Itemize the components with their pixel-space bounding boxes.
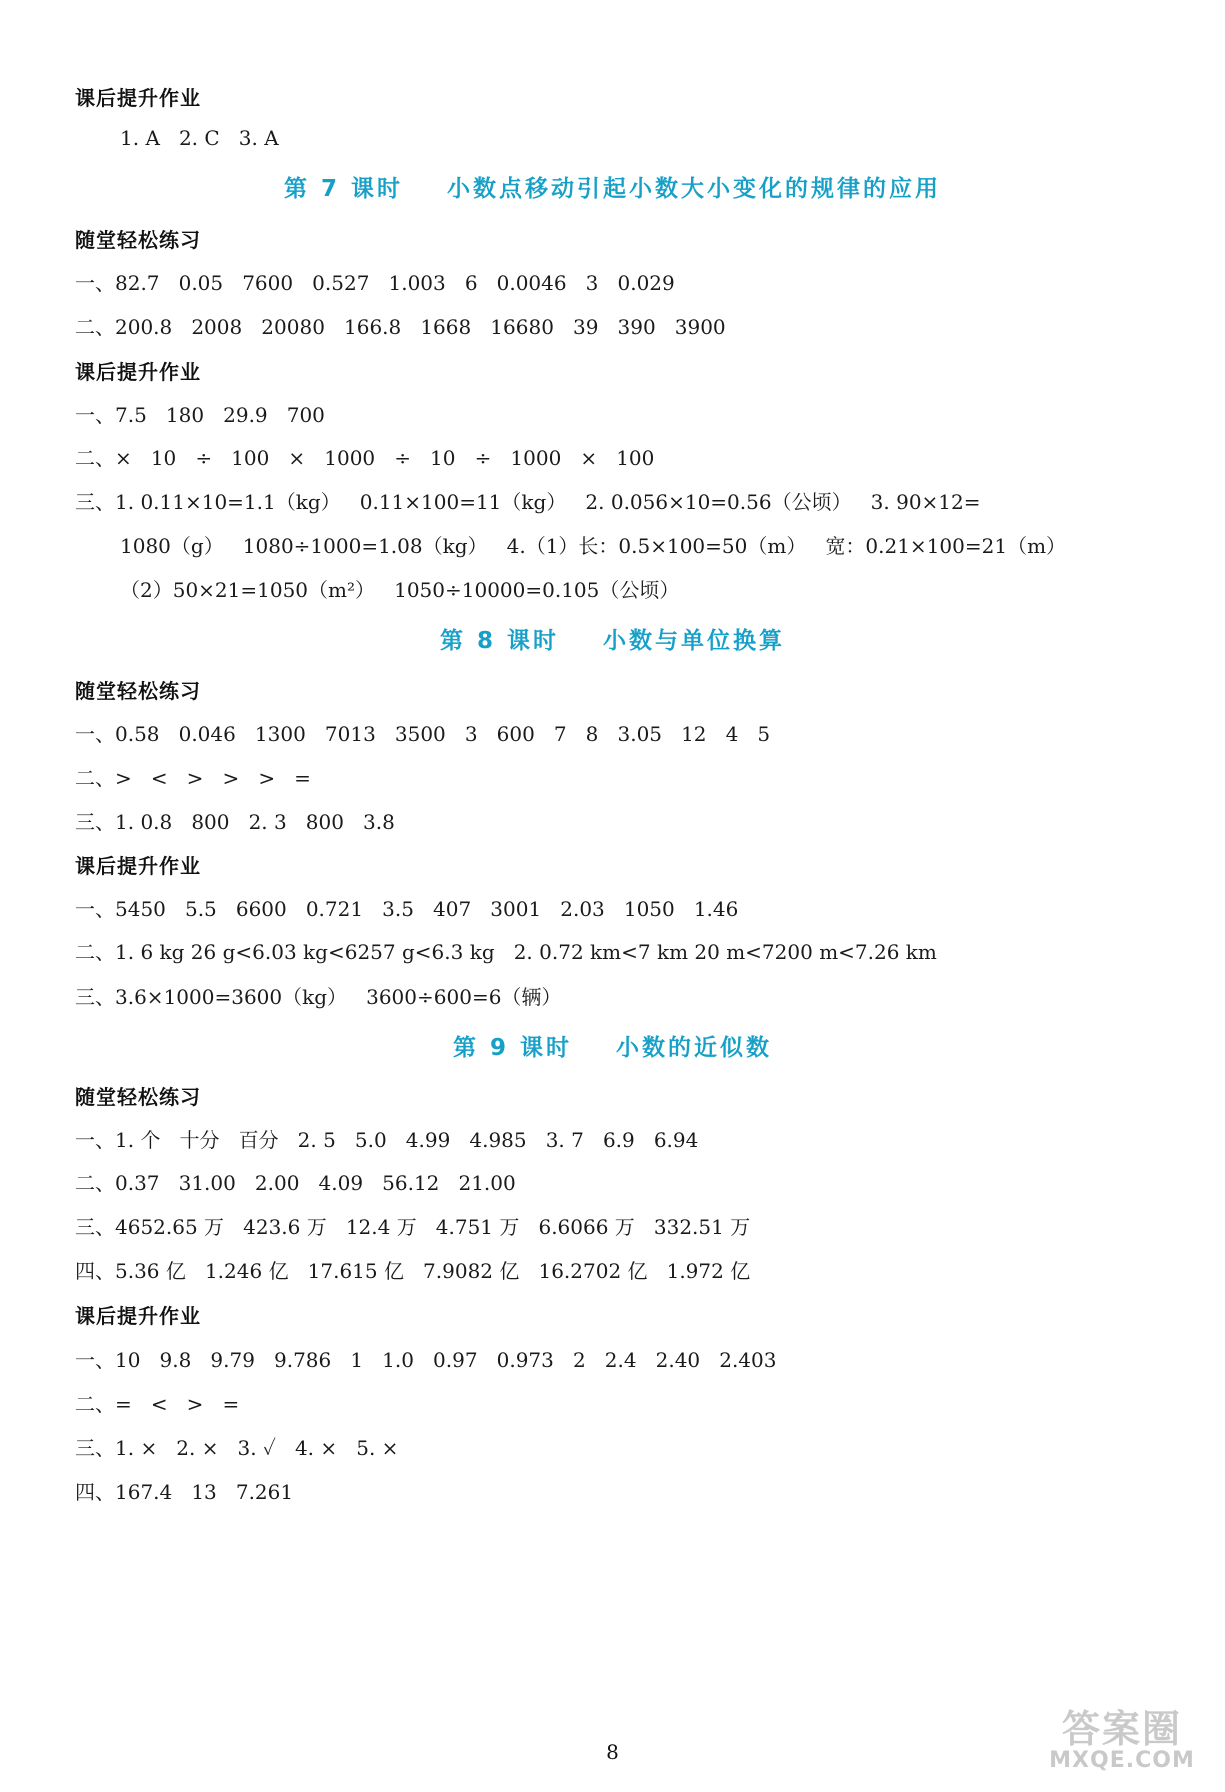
answer-line: （2）50×21=1050（m²） 1050÷10000=0.105（公顷） xyxy=(120,578,680,602)
section-heading: 课后提升作业 xyxy=(75,86,201,110)
answer-line: 四、5.36 亿 1.246 亿 17.615 亿 7.9082 亿 16.2702 亿 1.972 亿 xyxy=(75,1259,751,1283)
answer-line: 一、1. 个 十分 百分 2. 5 5.0 4.99 4.985 3. 7 6.9 6.94 xyxy=(75,1128,699,1152)
answer-line: 一、7.5 180 29.9 700 xyxy=(75,403,325,427)
section-heading: 随堂轻松练习 xyxy=(75,1085,201,1109)
answer-line: 一、5450 5.5 6600 0.721 3.5 407 3001 2.03 1050 1.46 xyxy=(75,897,739,921)
answer-line: 一、82.7 0.05 7600 0.527 1.003 6 0.0046 3 0.029 xyxy=(75,271,675,295)
answer-line: 四、167.4 13 7.261 xyxy=(75,1480,294,1504)
watermark-url: MXQE.COM xyxy=(1049,1748,1195,1773)
answer-line: 三、3.6×1000=3600（kg） 3600÷600=6（辆） xyxy=(75,985,562,1009)
section-heading: 课后提升作业 xyxy=(75,1304,201,1328)
answer-line: 三、4652.65 万 423.6 万 12.4 万 4.751 万 6.6066 万 332.51 万 xyxy=(75,1215,751,1239)
answer-line: 三、1. 0.11×10=1.1（kg） 0.11×100=11（kg） 2. 0.056×10=0.56（公顷） 3. 90×12= xyxy=(75,490,981,514)
watermark xyxy=(1037,1698,1207,1778)
answer-line: 1080（g） 1080÷1000=1.08（kg） 4.（1）长：0.5×100=50（m） 宽：0.21×100=21（m） xyxy=(120,534,1067,558)
answer-line: 一、10 9.8 9.79 9.786 1 1.0 0.97 0.973 2 2.4 2.40 2.403 xyxy=(75,1348,777,1372)
answer-line: 一、0.58 0.046 1300 7013 3500 3 600 7 8 3.05 12 4 5 xyxy=(75,722,771,746)
answer-line: 二、= < > = xyxy=(75,1392,240,1416)
section-heading: 课后提升作业 xyxy=(75,360,201,384)
answer-line: 1. A 2. C 3. A xyxy=(120,126,279,150)
page-number: 8 xyxy=(606,1740,619,1764)
answer-line: 三、1. 0.8 800 2. 3 800 3.8 xyxy=(75,810,395,834)
answer-line: 二、0.37 31.00 2.00 4.09 56.12 21.00 xyxy=(75,1171,516,1195)
lesson-title: 第 8 课时 小数与单位换算 xyxy=(439,628,786,654)
answer-line: 二、1. 6 kg 26 g<6.03 kg<6257 g<6.3 kg 2. 0.72 km<7 km 20 m<7200 m<7.26 km xyxy=(75,940,937,964)
section-heading: 随堂轻松练习 xyxy=(75,228,201,252)
section-heading: 随堂轻松练习 xyxy=(75,679,201,703)
answer-line: 二、× 10 ÷ 100 × 1000 ÷ 10 ÷ 1000 × 100 xyxy=(75,446,655,470)
answer-line: 二、200.8 2008 20080 166.8 1668 16680 39 390 3900 xyxy=(75,315,726,339)
answer-line: 三、1. × 2. × 3. ✓ 4. × 5. × xyxy=(75,1436,399,1460)
watermark-logo: 答案圈 xyxy=(1061,1707,1182,1751)
lesson-title: 第 9 课时 小数的近似数 xyxy=(452,1035,773,1061)
answer-line: 二、> < > > > = xyxy=(75,766,311,790)
section-heading: 课后提升作业 xyxy=(75,854,201,878)
lesson-title: 第 7 课时 小数点移动引起小数大小变化的规律的应用 xyxy=(283,176,942,202)
